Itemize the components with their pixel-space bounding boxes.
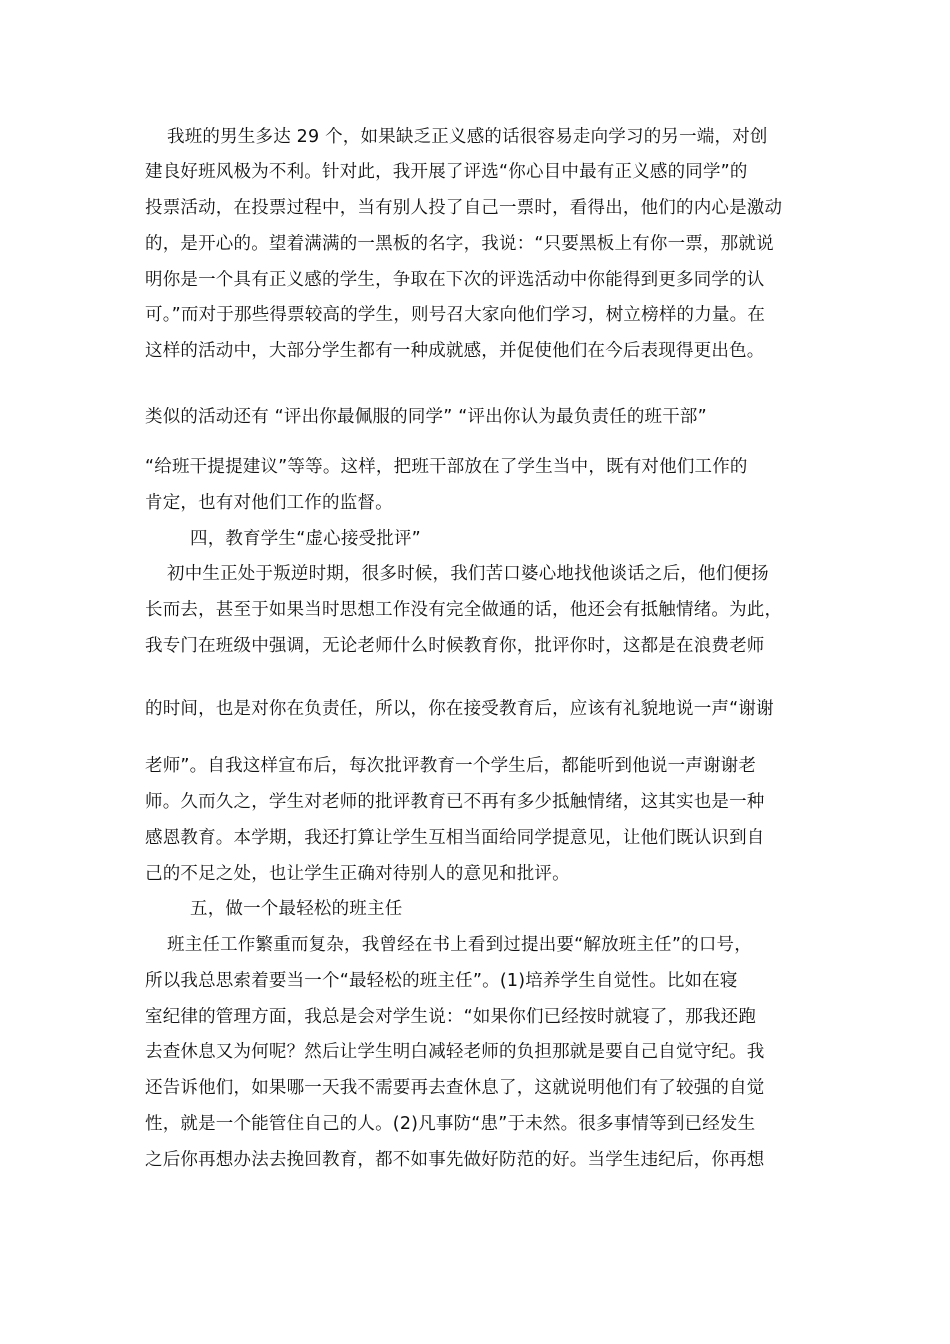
text-line: 还告诉他们，如果哪一天我不需要再去查休息了，这就说明他们有了较强的自觉	[145, 1078, 765, 1098]
text-line: 之后你再想办法去挽回教育，都不如事先做好防范的好。当学生违纪后，你再想	[145, 1150, 765, 1170]
text-line: 类似的活动还有 “评出你最佩服的同学” “评出你认为最负责任的班干部”	[145, 407, 707, 427]
text-line: “给班干提提建议”等等。这样，把班干部放在了学生当中，既有对他们工作的	[145, 457, 748, 477]
text-line: 我专门在班级中强调，无论老师什么时候教育你，批评你时，这都是在浪费老师	[145, 636, 765, 656]
text-line: 己的不足之处，也让学生正确对待别人的意见和批评。	[145, 864, 570, 884]
text-line: 室纪律的管理方面，我总是会对学生说：“如果你们已经按时就寝了，那我还跑	[145, 1007, 757, 1027]
text-line: 去查休息又为何呢？然后让学生明白减轻老师的负担那就是要自己自觉守纪。我	[145, 1042, 765, 1062]
text-line: 我班的男生多达 29 个，如果缺乏正义感的话很容易走向学习的另一端，对创	[167, 127, 768, 147]
section-heading: 五，做一个最轻松的班主任	[190, 899, 403, 919]
text-line: 初中生正处于叛逆时期，很多时候，我们苦口婆心地找他谈话之后，他们便扬	[167, 564, 769, 584]
text-line: 明你是一个具有正义感的学生，争取在下次的评选活动中你能得到更多同学的认	[145, 270, 765, 290]
text-line: 所以我总思索着要当一个“最轻松的班主任”。(1)培养学生自觉性。比如在寝	[145, 971, 738, 991]
text-line: 这样的活动中，大部分学生都有一种成就感，并促使他们在今后表现得更出色。	[145, 341, 765, 361]
text-line: 感恩教育。本学期，我还打算让学生互相当面给同学提意见，让他们既认识到自	[145, 828, 765, 848]
text-line: 的，是开心的。望着满满的一黑板的名字，我说：“只要黑板上有你一票，那就说	[145, 234, 774, 254]
text-line: 长而去，甚至于如果当时思想工作没有完全做通的话，他还会有抵触情绪。为此，	[145, 600, 783, 620]
text-line: 建良好班风极为不利。针对此，我开展了评选“你心目中最有正义感的同学”的	[145, 162, 748, 182]
text-line: 的时间，也是对你在负责任，所以，你在接受教育后，应该有礼貌地说一声“谢谢	[145, 699, 774, 719]
text-line: 班主任工作繁重而复杂，我曾经在书上看到过提出要“解放班主任”的口号，	[167, 935, 752, 955]
text-line: 可。”而对于那些得票较高的学生，则号召大家向他们学习，树立榜样的力量。在	[145, 305, 766, 325]
text-line: 老师”。自我这样宣布后，每次批评教育一个学生后，都能听到他说一声谢谢老	[145, 756, 757, 776]
text-line: 师。久而久之，学生对老师的批评教育已不再有多少抵触情绪，这其实也是一种	[145, 792, 765, 812]
text-line: 性，就是一个能管住自己的人。(2)凡事防“患”于未然。很多事情等到已经发生	[145, 1114, 756, 1134]
text-line: 投票活动，在投票过程中，当有别人投了自己一票时，看得出，他们的内心是激动	[145, 198, 783, 218]
section-heading: 四，教育学生“虚心接受批评”	[190, 529, 421, 549]
text-line: 肯定，也有对他们工作的监督。	[145, 493, 393, 513]
